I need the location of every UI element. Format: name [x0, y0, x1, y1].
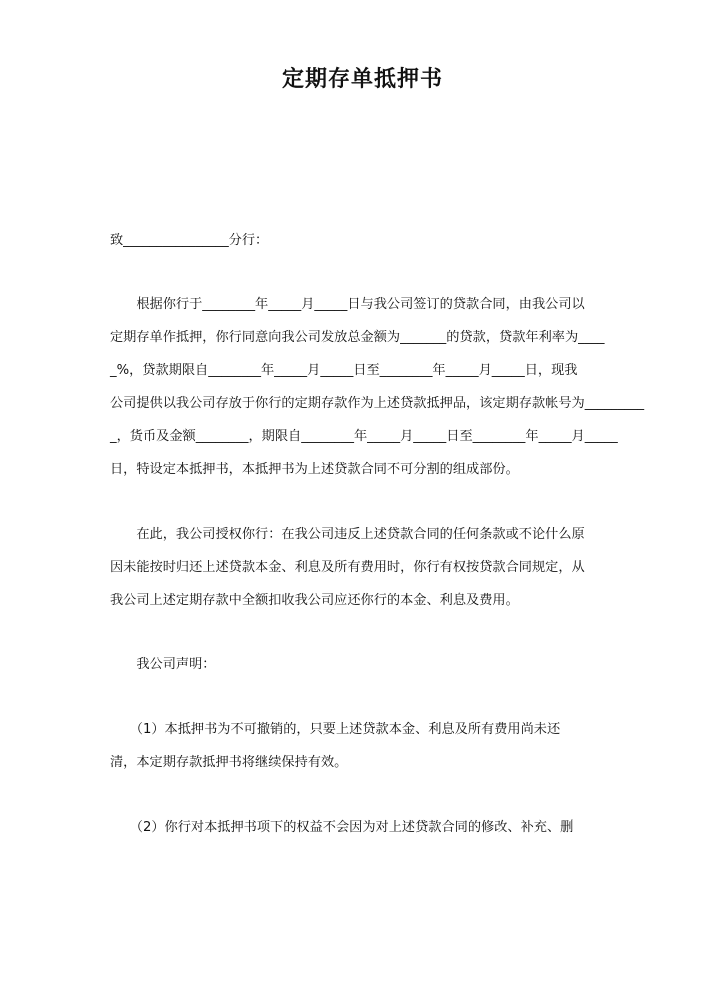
body-line: 在此，我公司授权你行：在我公司违反上述贷款合同的任何条款或不论什么原	[110, 527, 585, 542]
clause-line: （1）本抵押书为不可撤销的，只要上述贷款本金、利息及所有费用尚未还	[110, 722, 561, 737]
document-title: 定期存单抵押书	[281, 67, 443, 92]
clause-line: （2）你行对本抵押书项下的权益不会因为对上述贷款合同的修改、补充、删	[110, 820, 574, 835]
declaration-heading: 我公司声明：	[110, 657, 216, 672]
body-line: 定期存单作抵押，你行同意向我公司发放总金额为_______的贷款，贷款年利率为____	[110, 330, 605, 345]
body-line: 因未能按时归还上述贷款本金、利息及所有费用时，你行有权按贷款合同规定，从	[110, 560, 585, 575]
addressee-line: 致________________分行：	[110, 233, 269, 248]
body-line: 我公司上述定期存款中全额扣收我公司应还你行的本金、利息及费用。	[110, 593, 519, 608]
clause-line: 清，本定期存款抵押书将继续保持有效。	[110, 755, 348, 770]
body-line: _%，贷款期限自________年_____月_____日至________年_____月_____日，现我	[110, 363, 578, 378]
body-line: 日，特设定本抵押书，本抵押书为上述贷款合同不可分割的组成部份。	[110, 462, 519, 477]
body-line: 公司提供以我公司存放于你行的定期存款作为上述贷款抵押品，该定期存款帐号为_________	[110, 396, 645, 411]
body-line: _，货币及金额________，期限自________年_____月_____日至________年_____月_____	[110, 429, 618, 444]
body-line: 根据你行于________年_____月_____日与我公司签订的贷款合同，由我公司以	[110, 297, 585, 312]
